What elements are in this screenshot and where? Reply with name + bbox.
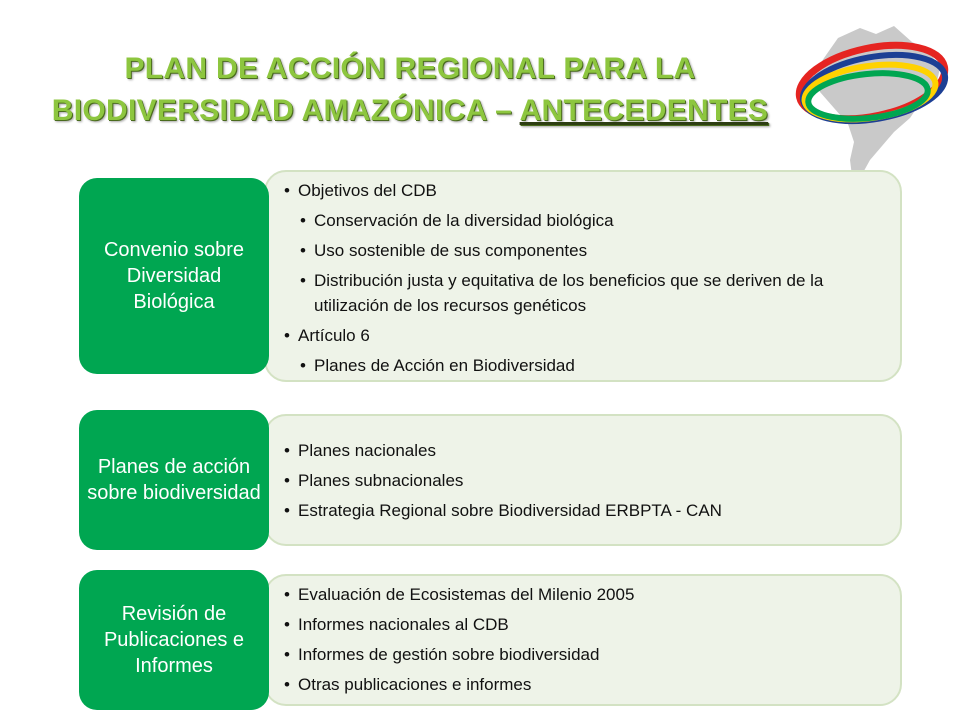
slide-title (0, 48, 820, 132)
section-revision-panel (264, 574, 902, 706)
bullet-item: • Objetivos del CDB (284, 178, 880, 203)
section-planes-list (284, 438, 880, 523)
bullet-item: • Estrategia Regional sobre Biodiversidad ERBPTA - CAN (284, 498, 880, 523)
bullet-item: • Distribución justa y equitativa de los beneficios que se deriven de la utilización de los recursos genéticos (300, 268, 880, 318)
bullet-item: • Informes de gestión sobre biodiversidad (284, 642, 880, 667)
bullet-item: • Uso sostenible de sus componentes (300, 238, 880, 263)
title-underlined-word: ANTECEDENTES (519, 94, 769, 127)
bullet-item: • Artículo 6 (284, 323, 880, 348)
bullet-item: • Planes subnacionales (284, 468, 880, 493)
bullet-item: • Evaluación de Ecosistemas del Milenio 2005 (284, 582, 880, 607)
section-revision-label: Revisión de Publicaciones e Informes (79, 570, 269, 710)
section-cdb-panel (264, 170, 902, 382)
bullet-item: • Informes nacionales al CDB (284, 612, 880, 637)
bullet-item: • Otras publicaciones e informes (284, 672, 880, 697)
bullet-item: • Conservación de la diversidad biológica (300, 208, 880, 233)
section-revision-list (284, 582, 880, 697)
south-america-logo-icon (790, 20, 960, 185)
bullet-item: • Planes nacionales (284, 438, 880, 463)
title-line-2-prefix: BIODIVERSIDAD AMAZÓNICA – (51, 94, 520, 127)
section-planes-panel (264, 414, 902, 546)
section-cdb-label: Convenio sobre Diversidad Biológica (79, 178, 269, 374)
title-line-2 (0, 90, 820, 132)
title-line-1: PLAN DE ACCIÓN REGIONAL PARA LA (124, 52, 696, 85)
section-cdb-list (284, 178, 880, 378)
bullet-item: • Planes de Acción en Biodiversidad (300, 353, 880, 378)
section-planes-label: Planes de acción sobre biodiversidad (79, 410, 269, 550)
